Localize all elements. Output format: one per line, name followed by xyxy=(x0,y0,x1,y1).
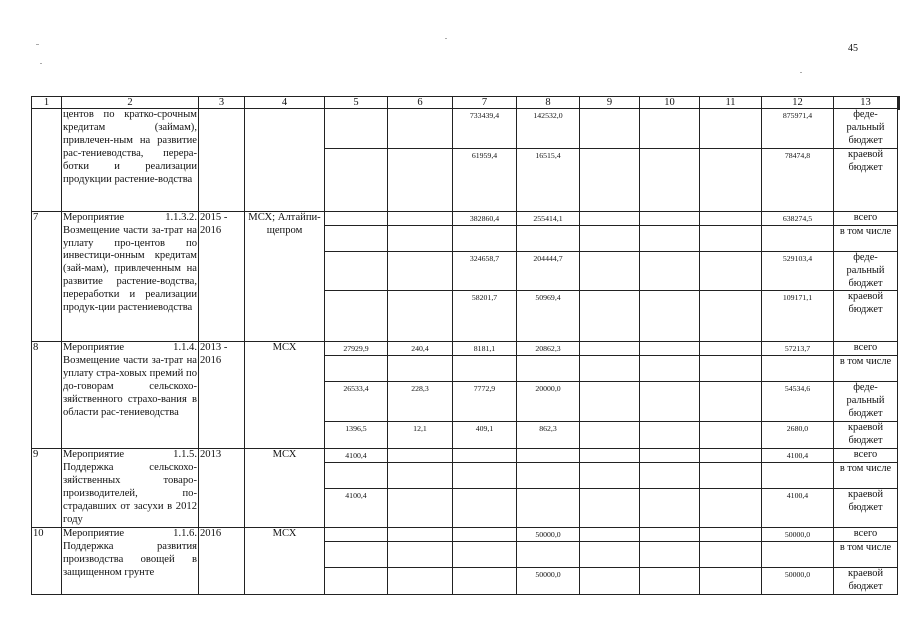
row-number-cell xyxy=(32,109,62,212)
header-row xyxy=(32,97,898,109)
value-cell xyxy=(580,342,640,356)
value-cell xyxy=(700,225,762,251)
value-cell xyxy=(517,448,580,462)
row-number-cell: 8 xyxy=(32,342,62,449)
period-cell: 2013 - 2016 xyxy=(199,342,245,449)
value-cell xyxy=(580,541,640,567)
value-cell xyxy=(580,382,640,422)
value-cell xyxy=(517,462,580,488)
value-cell xyxy=(517,356,580,382)
value-cell xyxy=(580,148,640,211)
executor-cell: МСХ; Алтайпи-щепром xyxy=(245,211,325,342)
funding-source: краевой бюджет xyxy=(834,488,898,527)
value-cell xyxy=(700,462,762,488)
value-cell xyxy=(325,148,388,211)
value-cell xyxy=(640,488,700,527)
table-row xyxy=(32,342,898,356)
value-cell xyxy=(580,291,640,342)
value-cell xyxy=(325,462,388,488)
value-cell xyxy=(640,148,700,211)
value-cell: 58201,7 xyxy=(453,291,517,342)
table-row xyxy=(32,527,898,541)
value-cell xyxy=(453,541,517,567)
total-cell: 875971,4 xyxy=(762,109,834,149)
value-cell: 1396,5 xyxy=(325,422,388,449)
value-cell xyxy=(700,148,762,211)
value-cell xyxy=(388,291,453,342)
total-cell: 4100,4 xyxy=(762,488,834,527)
value-cell xyxy=(640,251,700,291)
value-cell xyxy=(325,541,388,567)
funding-source: в том числе xyxy=(834,225,898,251)
row-number-cell: 9 xyxy=(32,448,62,527)
total-cell xyxy=(762,356,834,382)
value-cell xyxy=(325,356,388,382)
value-cell xyxy=(325,567,388,594)
page-number: 45 xyxy=(848,43,858,54)
value-cell: 409,1 xyxy=(453,422,517,449)
value-cell xyxy=(580,527,640,541)
header-cell: 4 xyxy=(245,97,325,109)
value-cell xyxy=(640,567,700,594)
value-cell: 228,3 xyxy=(388,382,453,422)
value-cell: 240,4 xyxy=(388,342,453,356)
value-cell xyxy=(640,225,700,251)
row-number-cell: 7 xyxy=(32,211,62,342)
value-cell: 50000,0 xyxy=(517,527,580,541)
funding-source: всего xyxy=(834,342,898,356)
measure-description: центов по кратко-срочным кредитам (займам), привлечен-ным на развитие рас-тениеводства, перера-ботки и реализации продукции растение-водства xyxy=(62,109,199,212)
measure-description: Мероприятие 1.1.5. Поддержка сельскохо-зяйственных товаро-производителей, по-страдавших от засухи в 2012 году xyxy=(62,448,199,527)
value-cell xyxy=(388,148,453,211)
total-cell: 50000,0 xyxy=(762,527,834,541)
total-cell: 50000,0 xyxy=(762,567,834,594)
value-cell xyxy=(640,462,700,488)
value-cell: 27929,9 xyxy=(325,342,388,356)
funding-source: всего xyxy=(834,527,898,541)
value-cell xyxy=(700,541,762,567)
value-cell xyxy=(453,488,517,527)
scan-speck xyxy=(445,38,447,39)
funding-source: краевой бюджет xyxy=(834,148,898,211)
funding-source: краевой бюджет xyxy=(834,291,898,342)
value-cell xyxy=(388,251,453,291)
period-cell: 2013 xyxy=(199,448,245,527)
executor-cell: МСХ xyxy=(245,448,325,527)
value-cell xyxy=(580,462,640,488)
value-cell xyxy=(700,382,762,422)
total-cell xyxy=(762,462,834,488)
value-cell xyxy=(580,109,640,149)
header-cell: 12 xyxy=(762,97,834,109)
value-cell xyxy=(453,527,517,541)
value-cell xyxy=(640,422,700,449)
value-cell: 7772,9 xyxy=(453,382,517,422)
funding-source: краевой бюджет xyxy=(834,567,898,594)
value-cell: 50969,4 xyxy=(517,291,580,342)
value-cell: 61959,4 xyxy=(453,148,517,211)
measure-description: Мероприятие 1.1.3.2. Возмещение части за-трат на уплату про-центов по инвестици-онным кредитам (зай-мам), привлеченным на развитие растение-водства, переработки и реализации продук-ции растениеводства xyxy=(62,211,199,342)
header-cell: 13 xyxy=(834,97,898,109)
value-cell xyxy=(580,448,640,462)
total-cell: 4100,4 xyxy=(762,448,834,462)
total-cell: 109171,1 xyxy=(762,291,834,342)
funding-source: в том числе xyxy=(834,541,898,567)
period-cell xyxy=(199,109,245,212)
value-cell xyxy=(388,541,453,567)
header-edge-mark xyxy=(898,96,900,110)
header-cell: 2 xyxy=(62,97,199,109)
value-cell: 8181,1 xyxy=(453,342,517,356)
total-cell: 2680,0 xyxy=(762,422,834,449)
value-cell xyxy=(640,109,700,149)
value-cell: 4100,4 xyxy=(325,448,388,462)
value-cell xyxy=(640,356,700,382)
measure-description: Мероприятие 1.1.6. Поддержка развития производства овощей в защищенном грунте xyxy=(62,527,199,594)
period-cell: 2016 xyxy=(199,527,245,594)
value-cell xyxy=(700,342,762,356)
table-row xyxy=(32,109,898,149)
value-cell xyxy=(700,356,762,382)
value-cell xyxy=(580,356,640,382)
value-cell xyxy=(640,448,700,462)
header-cell: 5 xyxy=(325,97,388,109)
header-cell: 9 xyxy=(580,97,640,109)
value-cell xyxy=(640,211,700,225)
value-cell xyxy=(700,488,762,527)
value-cell: 20000,0 xyxy=(517,382,580,422)
value-cell xyxy=(453,356,517,382)
value-cell xyxy=(517,225,580,251)
funding-source: феде-ральный бюджет xyxy=(834,251,898,291)
total-cell xyxy=(762,541,834,567)
value-cell xyxy=(580,211,640,225)
value-cell xyxy=(453,448,517,462)
total-cell: 57213,7 xyxy=(762,342,834,356)
header-cell: 11 xyxy=(700,97,762,109)
row-number-cell: 10 xyxy=(32,527,62,594)
value-cell xyxy=(700,291,762,342)
value-cell: 20862,3 xyxy=(517,342,580,356)
value-cell: 12,1 xyxy=(388,422,453,449)
value-cell xyxy=(580,488,640,527)
value-cell xyxy=(388,356,453,382)
value-cell: 382860,4 xyxy=(453,211,517,225)
value-cell xyxy=(700,109,762,149)
value-cell xyxy=(517,541,580,567)
header-cell: 3 xyxy=(199,97,245,109)
table-row xyxy=(32,211,898,225)
header-cell: 8 xyxy=(517,97,580,109)
value-cell: 204444,7 xyxy=(517,251,580,291)
value-cell xyxy=(640,382,700,422)
header-cell: 6 xyxy=(388,97,453,109)
value-cell xyxy=(388,109,453,149)
executor-cell: МСХ xyxy=(245,342,325,449)
value-cell xyxy=(640,342,700,356)
value-cell xyxy=(388,567,453,594)
value-cell xyxy=(325,527,388,541)
funding-source: феде-ральный бюджет xyxy=(834,109,898,149)
value-cell: 733439,4 xyxy=(453,109,517,149)
total-cell: 54534,6 xyxy=(762,382,834,422)
scan-speck xyxy=(40,63,42,64)
value-cell: 255414,1 xyxy=(517,211,580,225)
scan-speck xyxy=(36,44,39,45)
value-cell xyxy=(580,567,640,594)
total-cell xyxy=(762,225,834,251)
value-cell: 324658,7 xyxy=(453,251,517,291)
value-cell xyxy=(580,251,640,291)
value-cell xyxy=(640,527,700,541)
value-cell xyxy=(517,488,580,527)
value-cell xyxy=(325,225,388,251)
value-cell: 4100,4 xyxy=(325,488,388,527)
value-cell xyxy=(453,567,517,594)
value-cell xyxy=(700,567,762,594)
value-cell xyxy=(325,291,388,342)
value-cell xyxy=(453,462,517,488)
scan-speck xyxy=(800,72,802,73)
value-cell: 862,3 xyxy=(517,422,580,449)
value-cell xyxy=(640,541,700,567)
value-cell xyxy=(325,109,388,149)
value-cell xyxy=(388,488,453,527)
header-cell: 7 xyxy=(453,97,517,109)
value-cell xyxy=(325,211,388,225)
value-cell xyxy=(700,527,762,541)
total-cell: 78474,8 xyxy=(762,148,834,211)
budget-table xyxy=(31,96,898,595)
header-cell: 1 xyxy=(32,97,62,109)
value-cell xyxy=(388,225,453,251)
value-cell xyxy=(700,211,762,225)
funding-source: всего xyxy=(834,211,898,225)
value-cell: 26533,4 xyxy=(325,382,388,422)
header-cell: 10 xyxy=(640,97,700,109)
value-cell xyxy=(325,251,388,291)
table-row xyxy=(32,448,898,462)
value-cell xyxy=(388,211,453,225)
funding-source: феде-ральный бюджет xyxy=(834,382,898,422)
measure-description: Мероприятие 1.1.4. Возмещение части за-трат на уплату стра-ховых премий по до-говорам сельскохо-зяйственного страхо-вания в области рас-тениеводства xyxy=(62,342,199,449)
executor-cell: МСХ xyxy=(245,527,325,594)
funding-source: в том числе xyxy=(834,356,898,382)
value-cell xyxy=(580,422,640,449)
funding-source: всего xyxy=(834,448,898,462)
value-cell xyxy=(700,448,762,462)
total-cell: 529103,4 xyxy=(762,251,834,291)
value-cell xyxy=(388,462,453,488)
value-cell: 142532,0 xyxy=(517,109,580,149)
value-cell xyxy=(700,422,762,449)
executor-cell xyxy=(245,109,325,212)
value-cell: 50000,0 xyxy=(517,567,580,594)
value-cell: 16515,4 xyxy=(517,148,580,211)
value-cell xyxy=(640,291,700,342)
funding-source: краевой бюджет xyxy=(834,422,898,449)
value-cell xyxy=(453,225,517,251)
value-cell xyxy=(388,527,453,541)
value-cell xyxy=(388,448,453,462)
value-cell xyxy=(700,251,762,291)
period-cell: 2015 - 2016 xyxy=(199,211,245,342)
total-cell: 638274,5 xyxy=(762,211,834,225)
funding-source: в том числе xyxy=(834,462,898,488)
value-cell xyxy=(580,225,640,251)
